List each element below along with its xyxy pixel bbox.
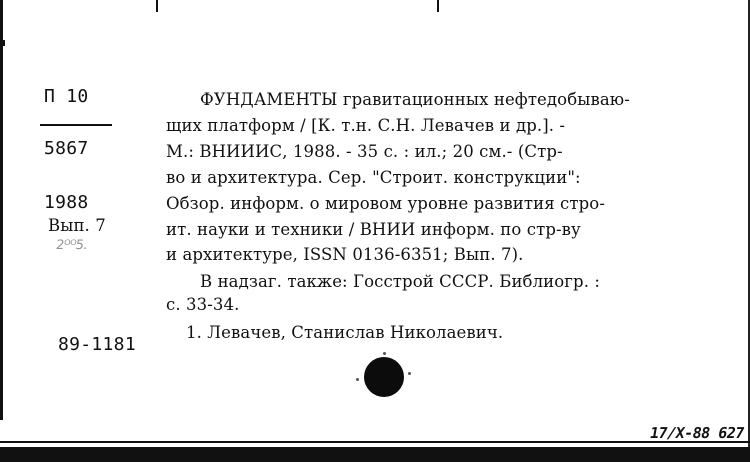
entry-line-7: и архитектуре, ISSN 0136-6351; Вып. 7). (166, 245, 524, 264)
top-tick-mark (437, 0, 439, 12)
price-stamp: 2ᴼᴼ5. (54, 238, 89, 253)
punch-debris (383, 352, 386, 355)
year-label: 1988 (44, 192, 89, 213)
footer-code: 17/X-88 627 (648, 424, 746, 442)
entry-note-line-2: с. 33-34. (166, 295, 240, 314)
card-number: 89-1181 (58, 334, 136, 355)
card-bottom-border (0, 447, 750, 462)
punch-hole (364, 357, 404, 397)
call-number: П 10 (44, 86, 89, 107)
top-tick-mark (156, 0, 158, 12)
entry-line-1: ФУНДАМЕНТЫ гравитационных нефтедобываю- (200, 90, 630, 109)
tracing-line: 1. Левачев, Станислав Николаевич. (186, 323, 504, 342)
entry-line-6: ит. науки и техники / ВНИИ информ. по стр-ву (166, 220, 581, 239)
punch-debris (356, 378, 359, 381)
entry-line-3: М.: ВНИИИС, 1988. - 35 с. : ил.; 20 см.- (Стр- (166, 142, 563, 161)
card-left-border (0, 0, 3, 420)
entry-note-line-1: В надзаг. также: Госстрой СССР. Библиогр. : (200, 272, 601, 291)
card-bottom-rule (0, 441, 750, 443)
punch-debris (408, 372, 411, 375)
entry-line-4: во и архитектура. Сер. "Строит. конструкции": (166, 168, 581, 187)
call-number-underline (40, 124, 112, 126)
entry-line-2: щих платформ / [К. т.н. С.Н. Левачев и др.]. - (166, 116, 566, 135)
accession-number: 5867 (44, 138, 89, 159)
issue-label: Вып. 7 (48, 216, 106, 235)
card-left-notch (0, 40, 5, 46)
entry-line-5: Обзор. информ. о мировом уровне развития стро- (166, 194, 605, 213)
